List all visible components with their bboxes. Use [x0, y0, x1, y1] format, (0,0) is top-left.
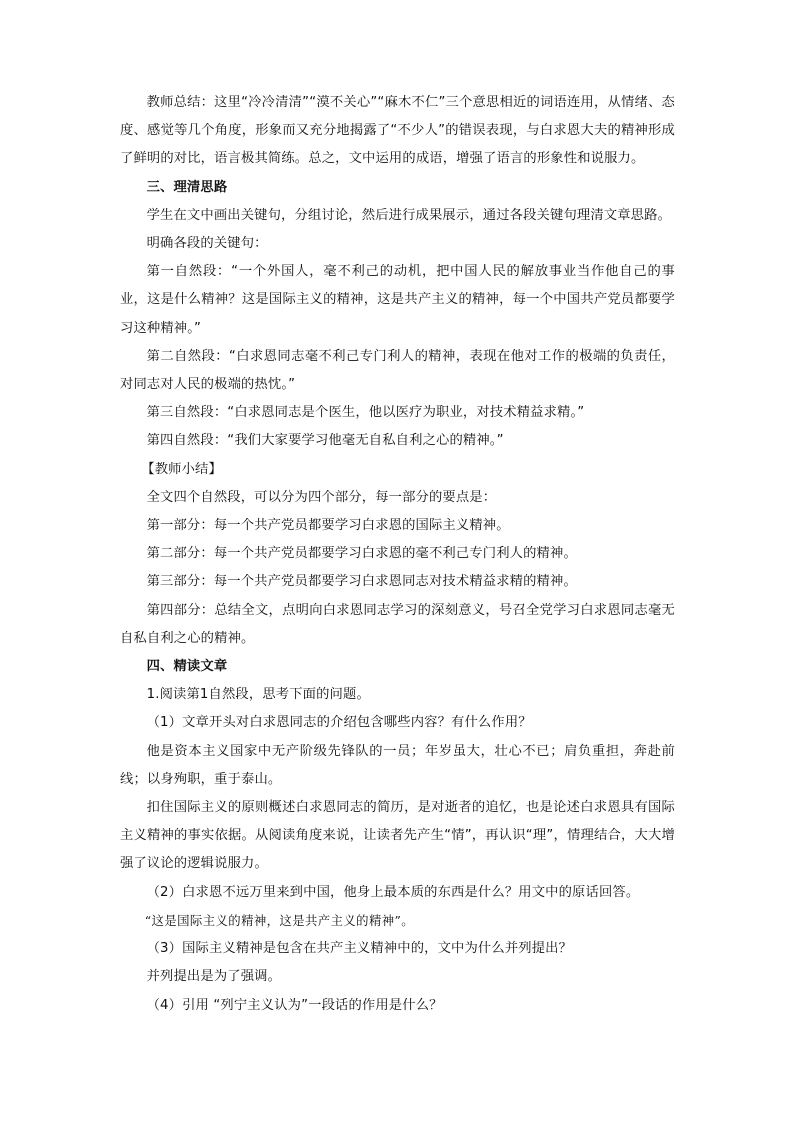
paragraph-student-activity: 学生在文中画出关键句，分组讨论，然后进行成果展示，通过各段关键句理清文章思路。 [146, 207, 672, 223]
teacher-summary-paragraph: 教师总结：这里“冷冷清清”“漠不关心”“麻木不仁”三个意思相近的词语连用，从情绪、态度、感觉等几个角度，形象而又充分地揭露了“不少人”的错误表现，与白求恩大夫的精神形成了鲜明的对比，语言极其简练。总之，文中运用的成语，增强了语言的形象性和说服力。 [120, 95, 675, 167]
paragraph-fourth-section: 第四自然段：“我们大家要学习他毫无自私自利之心的精神。” [146, 433, 504, 449]
document-page [120, 89, 675, 1020]
answer-three: 并列提出是为了强调。 [146, 969, 282, 985]
question-one: （1）文章开头对白求恩同志的介绍包含哪些内容？有什么作用？ [146, 715, 532, 731]
paragraph-key-sentences-intro: 明确各段的关键句： [146, 236, 268, 252]
section-heading-clarify-ideas: 三、理清思路 [146, 179, 228, 195]
paragraph-second-section: 第二自然段：“白求恩同志毫不利己专门利人的精神，表现在他对工作的极端的负责任，对同志对人民的极端的热忱。” [120, 348, 675, 393]
answer-one-function: 扣住国际主义的原则概述白求恩同志的简历，是对逝者的追忆，也是论述白求恩具有国际主义精神的事实依据。从阅读角度来说，让读者先产生“情”，再认识“理”，情理结合，大大增强了议论的逻辑说服力。 [120, 800, 675, 872]
paragraph-third-section: 第三自然段：“白求恩同志是个医生，他以医疗为职业，对技术精益求精。” [146, 405, 585, 421]
section-heading-close-reading: 四、精读文章 [146, 659, 228, 675]
paragraph-four-parts-intro: 全文四个自然段，可以分为四个部分，每一部分的要点是： [146, 489, 497, 505]
question-three: （3）国际主义精神是包含在共产主义精神中的，文中为什么并列提出？ [146, 941, 573, 957]
paragraph-first-section: 第一自然段：“一个外国人，毫不利己的动机，把中国人民的解放事业当作他自己的事业，这是什么精神？这是国际主义的精神，这是共产主义的精神，每一个中国共产党员都要学习这种精神。” [120, 264, 675, 336]
paragraph-reading-task: 1.阅读第1自然段，思考下面的问题。 [146, 687, 370, 703]
paragraph-part-four: 第四部分：总结全文，点明向白求恩同志学习的深刻意义，号召全党学习白求恩同志毫无自私自利之心的精神。 [120, 602, 675, 646]
answer-two-quote: “这是国际主义的精神，这是共产主义的精神”。 [144, 912, 415, 928]
teacher-brief-summary-label: 【教师小结】 [141, 461, 222, 477]
question-four: （4）引用 “列宁主义认为”一段话的作用是什么？ [146, 997, 443, 1013]
paragraph-part-two: 第二部分：每一个共产党员都要学习白求恩的毫不利己专门利人的精神。 [146, 546, 577, 562]
paragraph-part-three: 第三部分：每一个共产党员都要学习白求恩同志对技术精益求精的精神。 [146, 574, 577, 590]
paragraph-part-one: 第一部分：每一个共产党员都要学习白求恩的国际主义精神。 [146, 518, 510, 534]
answer-one-content: 他是资本主义国家中无产阶级先锋队的一员；年岁虽大，壮心不已；肩负重担，奔赴前线；以身殉职，重于泰山。 [120, 743, 675, 787]
question-two: （2）白求恩不远万里来到中国，他身上最本质的东西是什么？用文中的原话回答。 [146, 884, 640, 900]
